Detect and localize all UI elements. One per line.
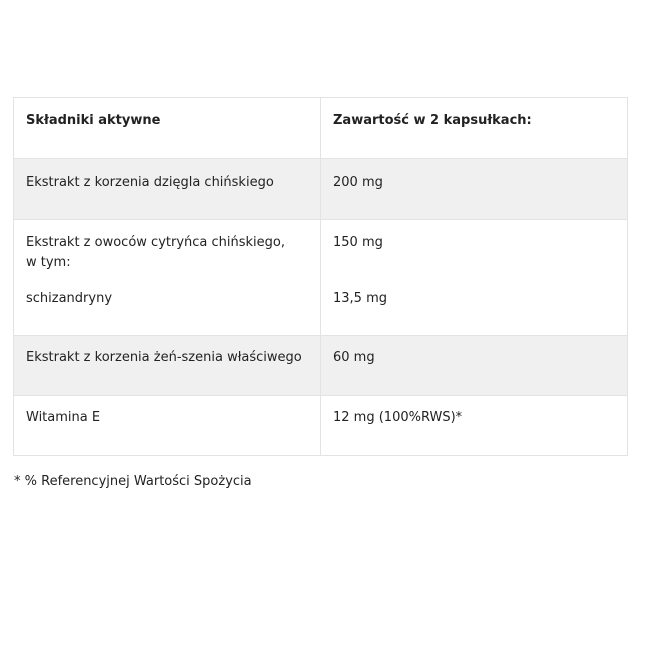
ingredient-cell: Ekstrakt z korzenia żeń-szenia właściwego [14,336,321,395]
table-row [14,158,627,219]
amount-cell: 200 mg [333,175,383,190]
footnote: * % Referencyjnej Wartości Spożycia [14,474,252,489]
header-content-per-2-capsules: Zawartość w 2 kapsułkach: [333,113,532,128]
amount-cell: 60 mg [333,350,375,365]
table-header-row [14,98,627,158]
ingredients-table [13,97,628,456]
sub-ingredient: schizandryny [26,291,113,306]
sub-amount-value: 13,5 mg [333,291,387,306]
amount-cell: 12 mg (100%RWS)* [333,410,463,425]
ingredient-cell: Witamina E [14,396,321,455]
ingredient-cell [14,220,321,335]
table-row [14,219,627,335]
table-row [14,335,627,395]
ingredient-line: w tym: [26,255,71,270]
amount-cell [321,220,627,335]
table-row [14,395,627,455]
amount-value: 150 mg [333,235,383,250]
header-active-ingredients: Składniki aktywne [14,98,321,158]
ingredient-line: Ekstrakt z owoców cytryńca chińskiego, [26,235,285,250]
ingredient-cell: Ekstrakt z korzenia dzięgla chińskiego [14,159,321,219]
